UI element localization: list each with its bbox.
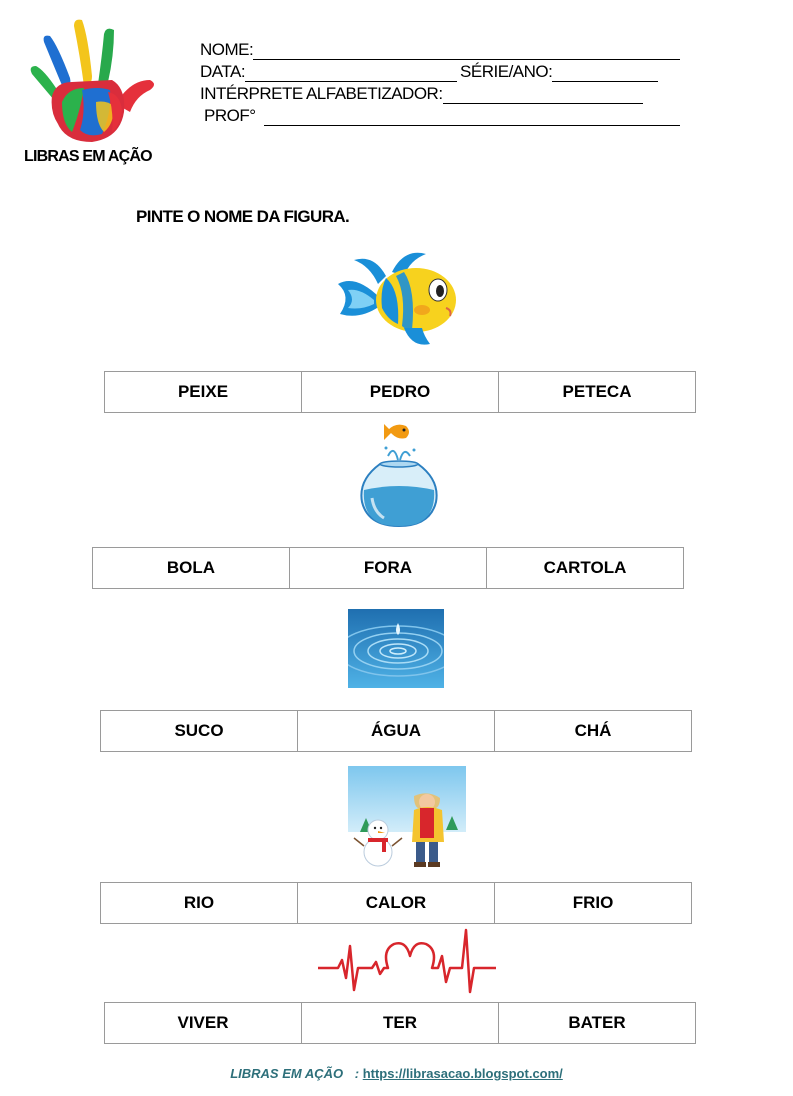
option-frio[interactable]: FRIO — [495, 883, 692, 924]
interpreter-field[interactable] — [443, 86, 643, 104]
question-2-picture — [358, 420, 440, 530]
option-fora[interactable]: FORA — [290, 548, 487, 589]
option-ter[interactable]: TER — [302, 1003, 499, 1044]
name-label: NOME: — [200, 40, 254, 59]
question-4-picture — [348, 766, 466, 878]
painted-hand-icon — [22, 16, 162, 146]
option-suco[interactable]: SUCO — [101, 711, 298, 752]
grade-label: SÉRIE/ANO: — [460, 62, 553, 81]
question-3-options — [100, 710, 692, 752]
name-field[interactable] — [253, 42, 680, 60]
water-icon — [348, 609, 444, 688]
logo-text: LIBRAS EM AÇÃO — [24, 148, 152, 165]
teacher-label: PROF° — [204, 106, 256, 125]
footer — [0, 1066, 793, 1081]
option-rio[interactable]: RIO — [101, 883, 298, 924]
option-bater[interactable]: BATER — [499, 1003, 696, 1044]
question-5-options — [104, 1002, 696, 1044]
question-2-options — [92, 547, 684, 589]
option-peteca[interactable]: PETECA — [499, 372, 696, 413]
grade-field[interactable] — [552, 64, 658, 82]
option-pedro[interactable]: PEDRO — [302, 372, 499, 413]
instruction: PINTE O NOME DA FIGURA. — [136, 207, 350, 226]
date-row — [200, 60, 658, 82]
question-5-picture — [318, 926, 496, 996]
footer-brand: LIBRAS EM AÇÃO — [230, 1066, 344, 1081]
option-agua[interactable]: ÁGUA — [298, 711, 495, 752]
question-1-picture — [334, 244, 460, 348]
teacher-field[interactable] — [264, 108, 680, 126]
option-calor[interactable]: CALOR — [298, 883, 495, 924]
winter-scene-icon — [348, 766, 466, 878]
fishbowl-icon — [358, 420, 440, 530]
option-bola[interactable]: BOLA — [93, 548, 290, 589]
question-4-options — [100, 882, 692, 924]
option-cha[interactable]: CHÁ — [495, 711, 692, 752]
question-3-picture — [348, 609, 444, 688]
teacher-row — [204, 104, 680, 126]
option-viver[interactable]: VIVER — [105, 1003, 302, 1044]
interpreter-row — [200, 82, 643, 104]
question-1-options — [104, 371, 696, 413]
option-peixe[interactable]: PEIXE — [105, 372, 302, 413]
logo — [22, 16, 162, 146]
heartbeat-icon — [318, 926, 496, 996]
interpreter-label: INTÉRPRETE ALFABETIZADOR: — [200, 84, 443, 103]
footer-separator: : — [354, 1066, 360, 1081]
name-row — [200, 38, 680, 60]
fish-icon — [334, 244, 460, 348]
date-label: DATA: — [200, 62, 246, 81]
footer-link[interactable]: https://librasacao.blogspot.com/ — [362, 1066, 563, 1081]
date-field[interactable] — [245, 64, 457, 82]
option-cartola[interactable]: CARTOLA — [487, 548, 684, 589]
